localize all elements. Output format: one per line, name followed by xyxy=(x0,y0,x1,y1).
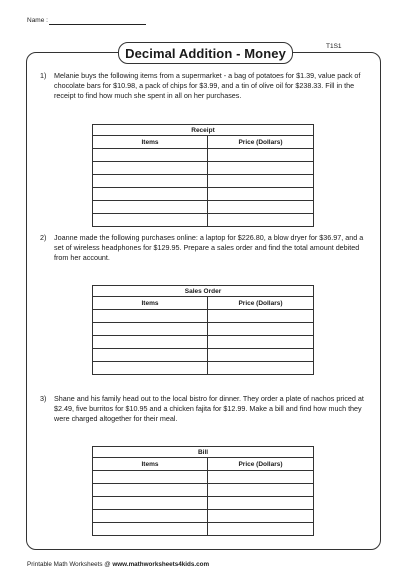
price-cell[interactable] xyxy=(208,523,314,536)
table-row xyxy=(93,149,314,162)
item-cell[interactable] xyxy=(93,201,208,214)
question-number: 2) xyxy=(40,233,47,242)
price-cell[interactable] xyxy=(208,188,314,201)
item-cell[interactable] xyxy=(93,497,208,510)
table-row xyxy=(93,201,314,214)
price-cell[interactable] xyxy=(208,336,314,349)
item-cell[interactable] xyxy=(93,510,208,523)
column-header-items: Items xyxy=(93,136,208,149)
table-caption: Sales Order xyxy=(93,286,314,297)
footer-label: Printable Math Worksheets @ xyxy=(27,561,113,568)
question-number: 3) xyxy=(40,394,47,403)
question-text: Shane and his family head out to the local bistro for dinner. They order a plate of nachos priced at $2.49, five burritos for $10.95 and a chicken fajita for $12.99. Make a bill and find how much they were charged altogether for their meal. xyxy=(54,394,364,424)
name-field-line[interactable] xyxy=(49,24,146,25)
name-label: Name : xyxy=(27,17,48,24)
price-cell[interactable] xyxy=(208,310,314,323)
item-cell[interactable] xyxy=(93,188,208,201)
column-header-price: Price (Dollars) xyxy=(208,297,314,310)
footer xyxy=(27,561,209,568)
table-row xyxy=(93,349,314,362)
table-caption: Receipt xyxy=(93,125,314,136)
price-cell[interactable] xyxy=(208,201,314,214)
item-cell[interactable] xyxy=(93,149,208,162)
footer-site-link[interactable]: www.mathworksheets4kids.com xyxy=(112,561,210,568)
price-cell[interactable] xyxy=(208,323,314,336)
column-header-items: Items xyxy=(93,297,208,310)
receipt-table xyxy=(92,124,314,227)
table-row xyxy=(93,497,314,510)
sales-order-table xyxy=(92,285,314,375)
table-row xyxy=(93,175,314,188)
worksheet-code: T1S1 xyxy=(326,43,342,50)
item-cell[interactable] xyxy=(93,310,208,323)
item-cell[interactable] xyxy=(93,471,208,484)
price-cell[interactable] xyxy=(208,162,314,175)
table-row xyxy=(93,162,314,175)
item-cell[interactable] xyxy=(93,523,208,536)
table-row xyxy=(93,471,314,484)
price-cell[interactable] xyxy=(208,214,314,227)
item-cell[interactable] xyxy=(93,214,208,227)
price-cell[interactable] xyxy=(208,471,314,484)
price-cell[interactable] xyxy=(208,149,314,162)
column-header-price: Price (Dollars) xyxy=(208,458,314,471)
item-cell[interactable] xyxy=(93,323,208,336)
item-cell[interactable] xyxy=(93,484,208,497)
price-cell[interactable] xyxy=(208,510,314,523)
question-number: 1) xyxy=(40,71,47,80)
column-header-items: Items xyxy=(93,458,208,471)
table-row xyxy=(93,188,314,201)
column-header-price: Price (Dollars) xyxy=(208,136,314,149)
table-caption: Bill xyxy=(93,447,314,458)
price-cell[interactable] xyxy=(208,349,314,362)
table-row xyxy=(93,323,314,336)
table-row xyxy=(93,510,314,523)
price-cell[interactable] xyxy=(208,362,314,375)
item-cell[interactable] xyxy=(93,162,208,175)
question-text: Joanne made the following purchases online: a laptop for $226.80, a blow dryer for $36.97, and a set of wireless headphones for $129.95. Prepare a sales order and find the total amount debited from her account. xyxy=(54,233,364,263)
worksheet-title: Decimal Addition - Money xyxy=(118,42,293,64)
bill-table xyxy=(92,446,314,536)
table-row xyxy=(93,336,314,349)
item-cell[interactable] xyxy=(93,175,208,188)
item-cell[interactable] xyxy=(93,362,208,375)
item-cell[interactable] xyxy=(93,349,208,362)
table-row xyxy=(93,484,314,497)
table-row xyxy=(93,310,314,323)
table-row xyxy=(93,362,314,375)
item-cell[interactable] xyxy=(93,336,208,349)
price-cell[interactable] xyxy=(208,484,314,497)
table-row xyxy=(93,523,314,536)
table-row xyxy=(93,214,314,227)
question-text: Melanie buys the following items from a supermarket - a bag of potatoes for $1.39, value pack of chocolate bars for $10.98, a pack of chips for $3.99, and a tin of olive oil for $238.33. Fill in the receipt to find how much she spent in all on her purchases. xyxy=(54,71,361,101)
price-cell[interactable] xyxy=(208,175,314,188)
price-cell[interactable] xyxy=(208,497,314,510)
